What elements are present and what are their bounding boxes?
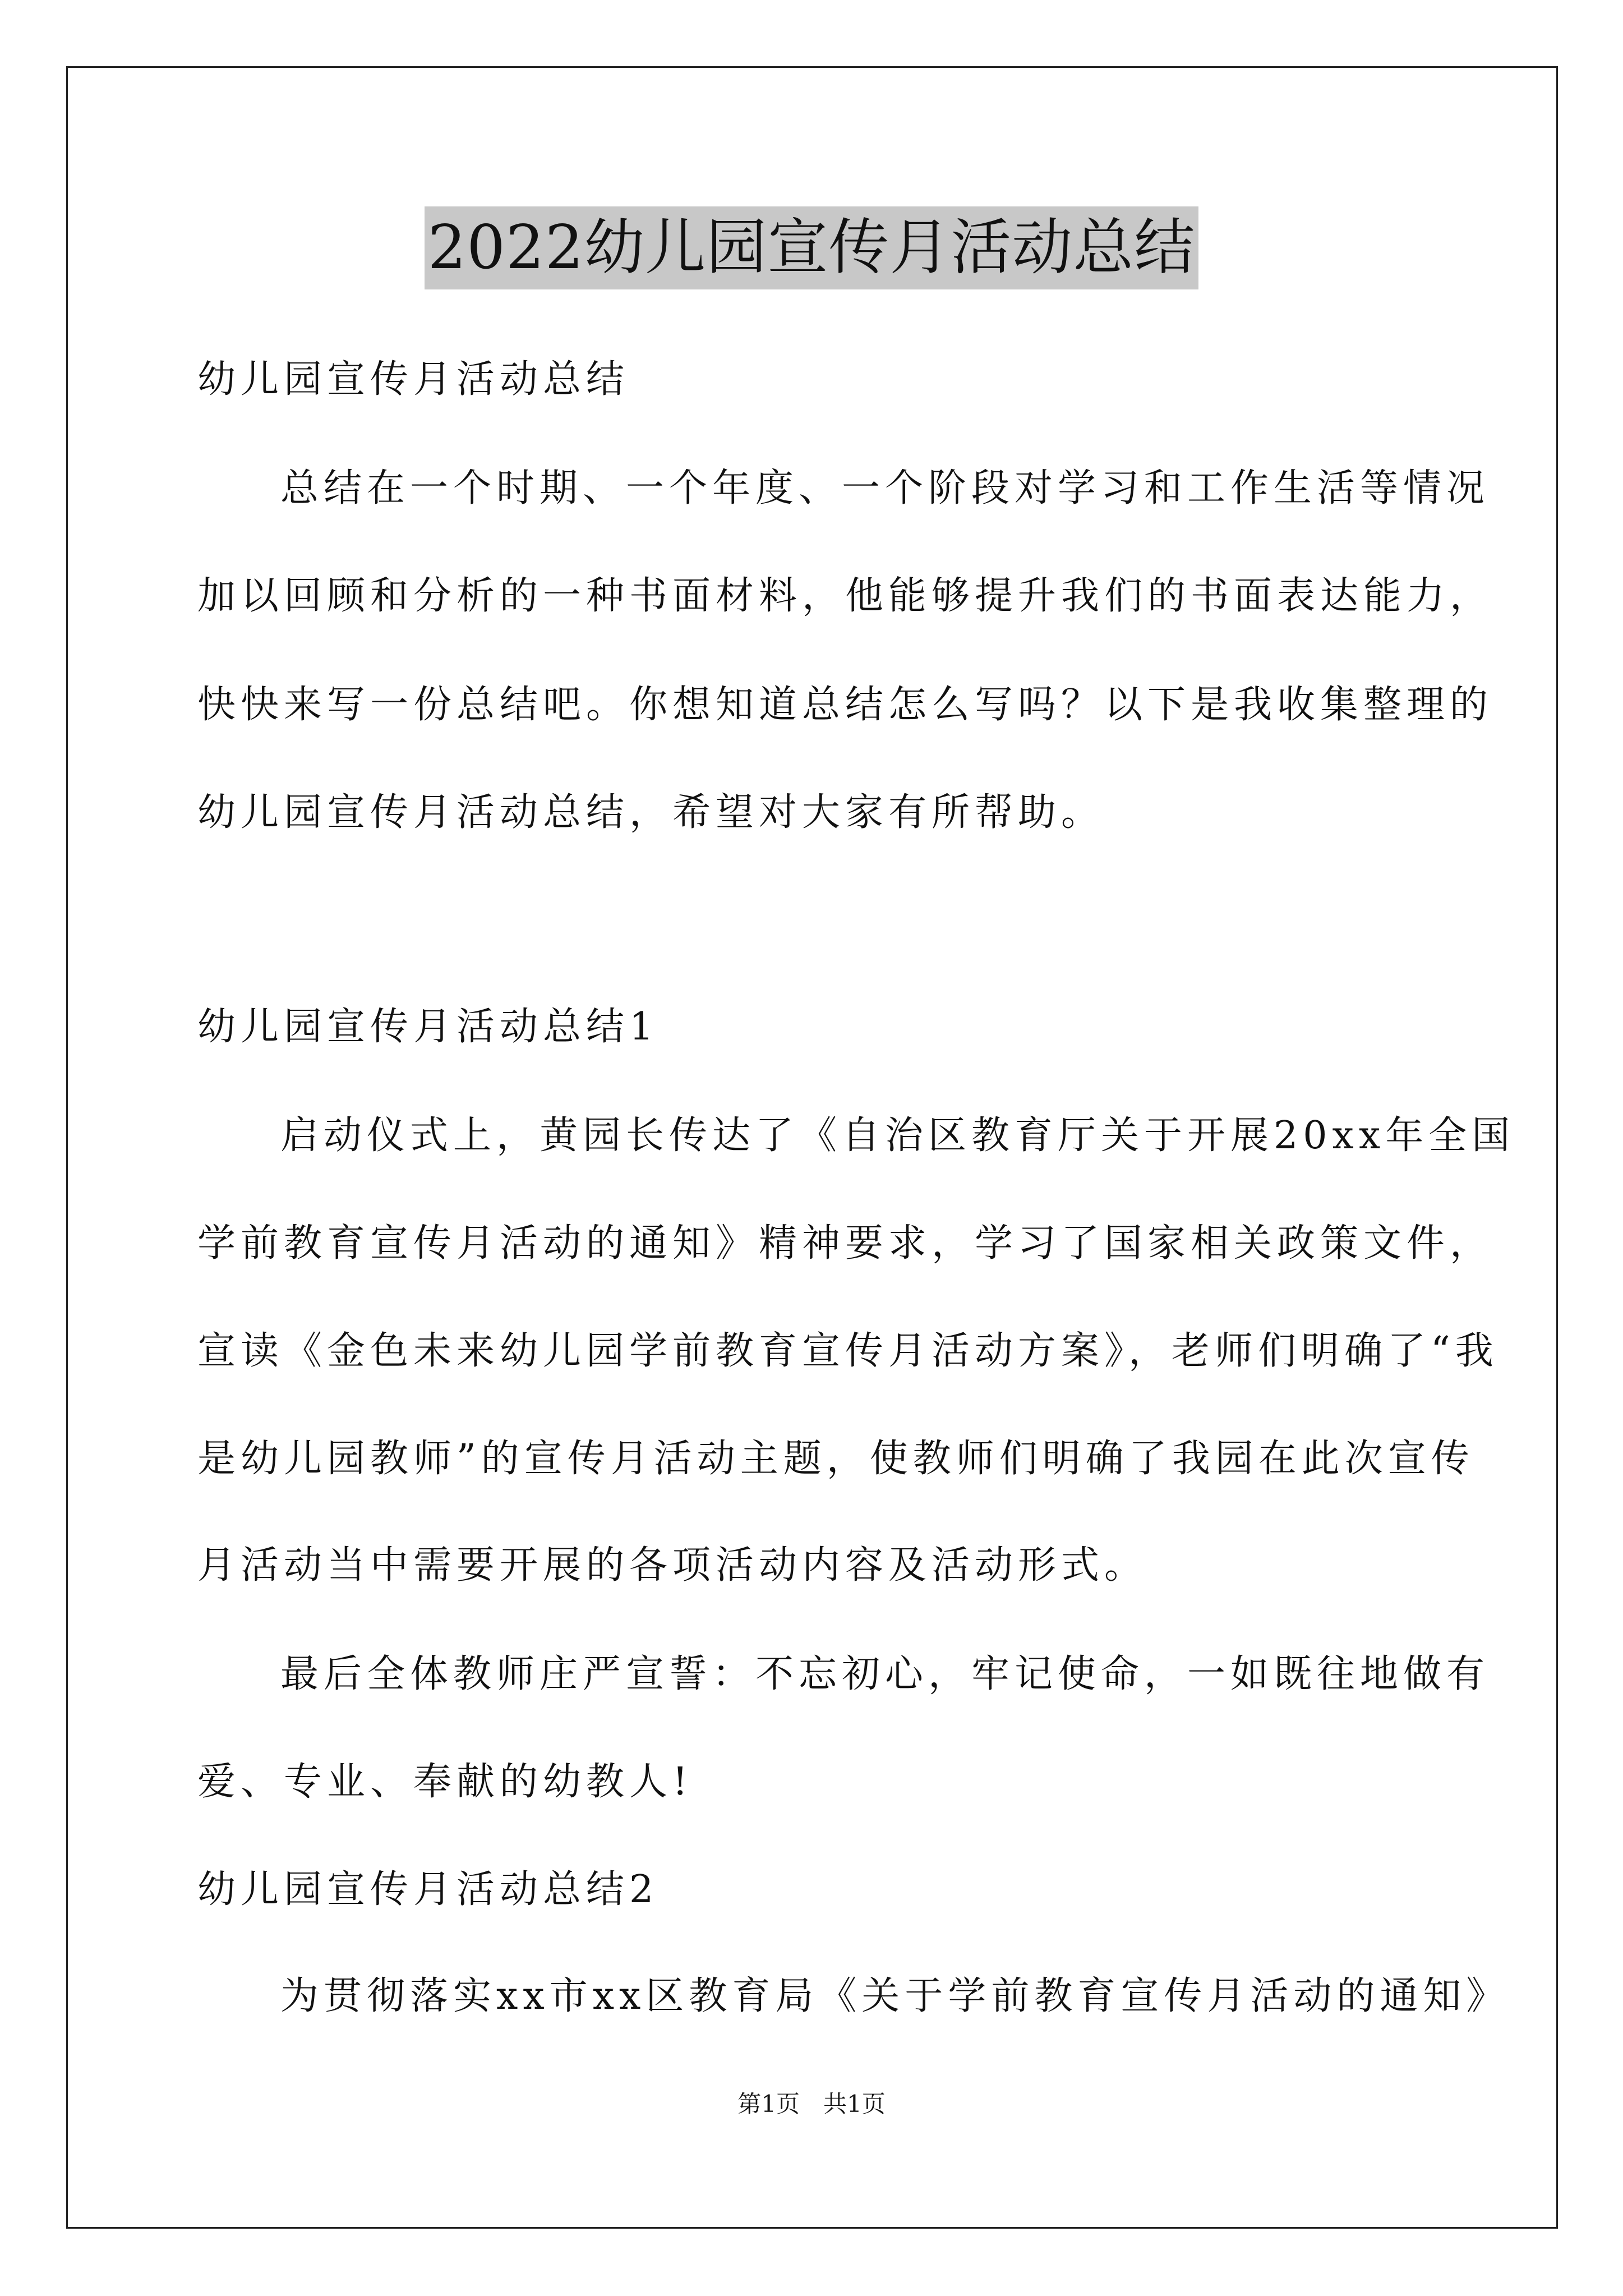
paragraph-line: 快快来写一份总结吧。你想知道总结怎么写吗？以下是我收集整理的 bbox=[197, 683, 1493, 727]
title-container bbox=[0, 206, 1623, 289]
document-title: 2022幼儿园宣传月活动总结 bbox=[425, 206, 1199, 289]
paragraph-line: 幼儿园宣传月活动总结，希望对大家有所帮助。 bbox=[197, 790, 1105, 835]
paragraph-line: 启动仪式上，黄园长传达了《自治区教育厅关于开展20xx年全国 bbox=[280, 1114, 1515, 1158]
paragraph-line: 学前教育宣传月活动的通知》精神要求，学习了国家相关政策文件， bbox=[197, 1221, 1493, 1266]
paragraph-line: 是幼儿园教师”的宣传月活动主题，使教师们明确了我园在此次宣传 bbox=[197, 1437, 1474, 1481]
paragraph-line: 最后全体教师庄严宣誓：不忘初心，牢记使命，一如既往地做有 bbox=[280, 1652, 1490, 1696]
section-heading-2: 幼儿园宣传月活动总结2 bbox=[197, 1867, 659, 1912]
section-heading-1: 幼儿园宣传月活动总结1 bbox=[197, 1005, 659, 1049]
paragraph-line: 爱、专业、奉献的幼教人! bbox=[197, 1760, 693, 1804]
paragraph-line: 加以回顾和分析的一种书面材料，他能够提升我们的书面表达能力， bbox=[197, 574, 1493, 618]
intro-heading: 幼儿园宣传月活动总结 bbox=[197, 357, 630, 402]
paragraph-line: 总结在一个时期、一个年度、一个阶段对学习和工作生活等情况 bbox=[280, 466, 1490, 510]
paragraph-line: 宣读《金色未来幼儿园学前教育宣传月活动方案》，老师们明确了“我 bbox=[197, 1329, 1498, 1373]
paragraph-line: 月活动当中需要开展的各项活动内容及活动形式。 bbox=[197, 1543, 1148, 1588]
page-footer: 第1页 共1页 bbox=[737, 2090, 886, 2118]
paragraph-line: 为贯彻落实xx市xx区教育局《关于学前教育宣传月活动的通知》 bbox=[280, 1974, 1510, 2018]
